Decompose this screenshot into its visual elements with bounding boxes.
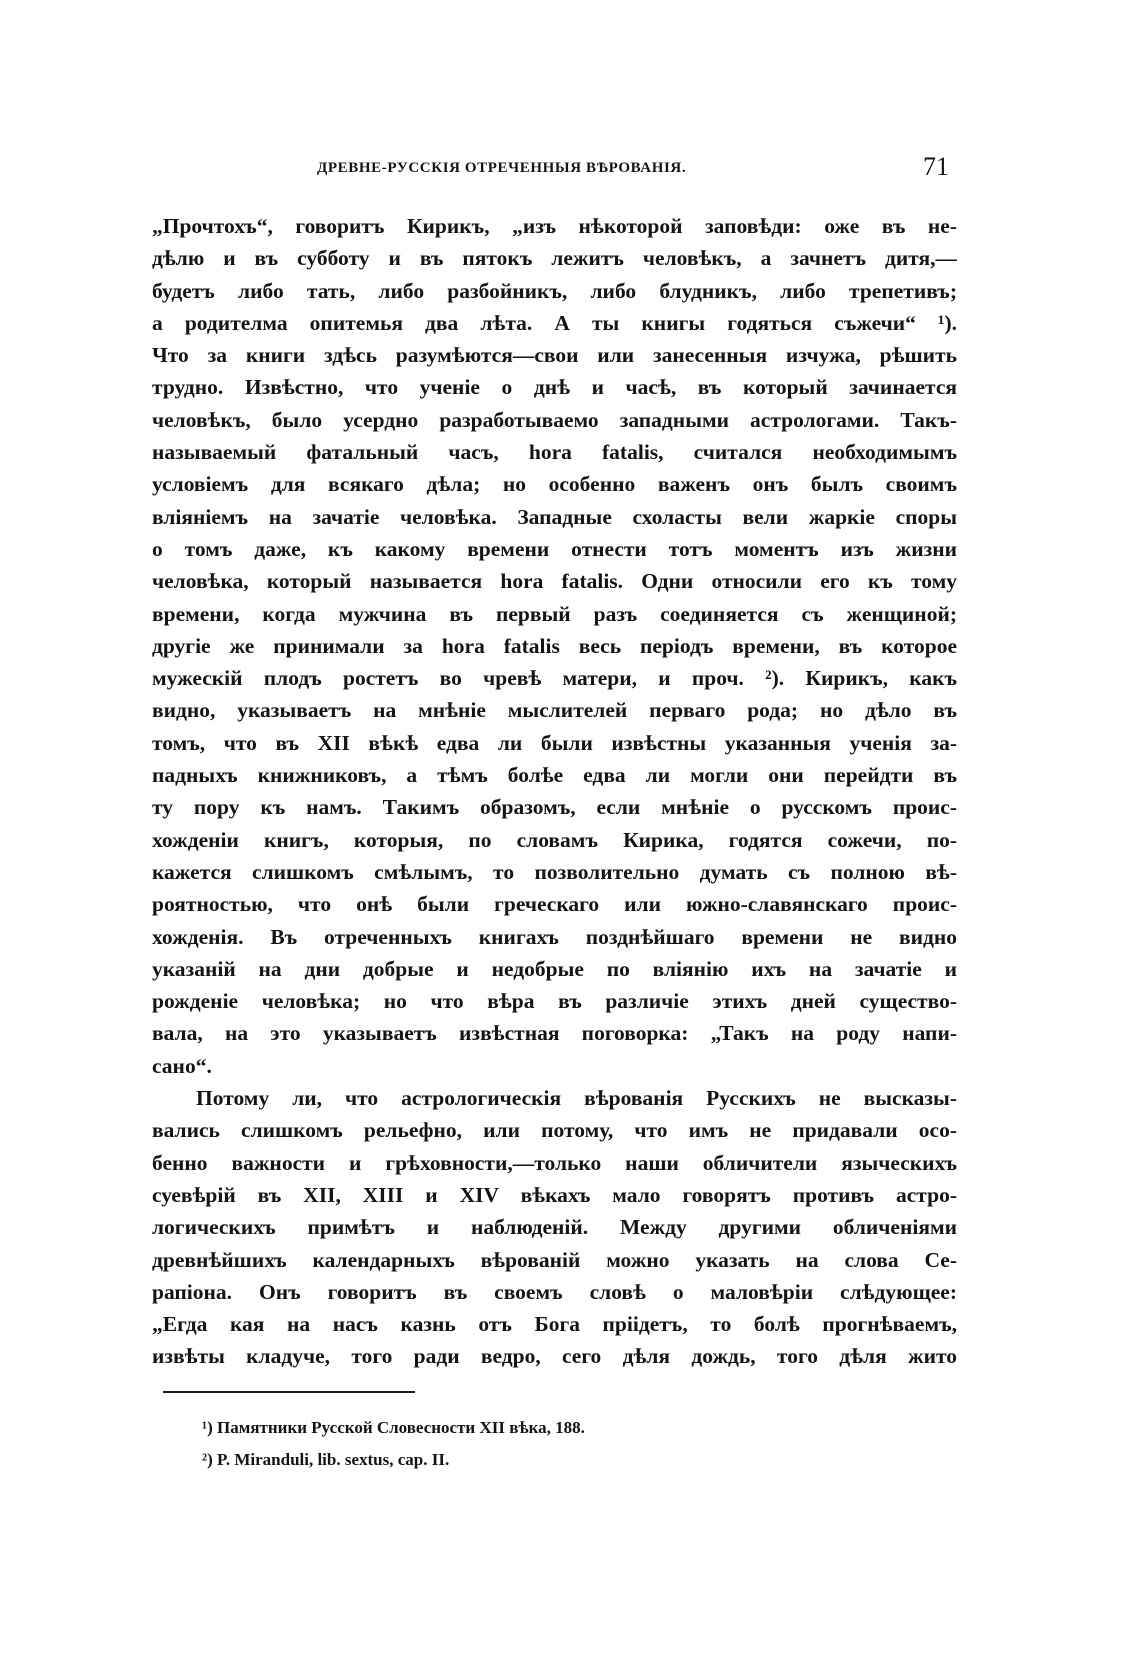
text-line: другіе же принимали за hora fatalis весь періодъ времени, въ которое xyxy=(152,633,957,658)
text-line: древнѣйшихъ календарныхъ вѣрованій можно указать на слова Се- xyxy=(152,1247,957,1272)
text-line: суевѣрій въ XII, XIII и XIV вѣкахъ мало говорятъ противъ астро- xyxy=(152,1182,957,1207)
text-line: логическихъ примѣтъ и наблюденій. Между другими обличеніями xyxy=(152,1215,957,1240)
text-line: томъ, что въ XII вѣкѣ едва ли были извѣстны указанныя ученія за- xyxy=(152,730,957,755)
text-line: сано“. xyxy=(152,1053,212,1078)
text-line: трудно. Извѣстно, что ученіе о днѣ и часѣ, въ который зачинается xyxy=(152,375,957,400)
text-line: рапіона. Онъ говоритъ въ своемъ словѣ о маловѣріи слѣдующее: xyxy=(152,1279,957,1304)
footnote-mark: ²) xyxy=(202,1450,213,1469)
text-line: дѣлю и въ субботу и въ пятокъ лежитъ человѣкъ, а зачнетъ дитя,— xyxy=(152,246,957,271)
page-number: 71 xyxy=(923,152,949,181)
text-line: о томъ даже, къ какому времени отнести тотъ моментъ изъ жизни xyxy=(152,536,957,561)
text-line: указаній на дни добрые и недобрые по вліянію ихъ на зачатіе и xyxy=(152,956,957,981)
text-line: извѣты кладуче, того ради ведро, сего дѣля дождь, того дѣля жито xyxy=(152,1344,957,1369)
text-line: хожденія. Въ отреченныхъ книгахъ позднѣйшаго времени не видно xyxy=(152,924,957,949)
text-line: будетъ либо тать, либо разбойникъ, либо блудникъ, либо трепетивъ; xyxy=(152,278,957,303)
text-line: Что за книги здѣсь разумѣются—свои или занесенныя изчужа, рѣшить xyxy=(152,343,957,368)
text-line: условіемъ для всякаго дѣла; но особенно важенъ онъ былъ своимъ xyxy=(152,472,957,497)
text-line: вала, на это указываетъ извѣстная поговорка: „Такъ на роду напи- xyxy=(152,1021,957,1046)
running-title: ДРЕВНЕ-РУССКІЯ ОТРЕЧЕННЫЯ ВѢРОВАНІЯ. xyxy=(317,160,687,176)
text-line: падныхъ книжниковъ, а тѣмъ болѣе едва ли могли они перейдти въ xyxy=(152,763,957,788)
text-line: рожденіе человѣка; но что вѣра въ различіе этихъ дней существо- xyxy=(152,989,957,1014)
main-text xyxy=(152,210,957,1373)
text-line: роятностью, что онѣ были греческаго или южно-славянскаго проис- xyxy=(152,892,957,917)
text-line: кажется слишкомъ смѣлымъ, то позволительно думать съ полною вѣ- xyxy=(152,859,957,884)
text-line: „Прочтохъ“, говоритъ Кирикъ, „изъ нѣкоторой заповѣди: оже въ не- xyxy=(152,214,957,238)
text-line: хожденіи книгъ, которыя, по словамъ Кирика, годятся сожечи, по- xyxy=(152,827,957,852)
text-line: Потому ли, что астрологическія вѣрованія Русскихъ не высказы- xyxy=(196,1086,957,1111)
text-line: человѣкъ, было усердно разработываемо западными астрологами. Такъ- xyxy=(152,407,957,432)
page-header xyxy=(152,148,957,188)
footnote-1 xyxy=(202,1412,902,1444)
text-line: „Егда кая на насъ казнь отъ Бога пріідетъ, то болѣ прогнѣваемъ, xyxy=(152,1312,957,1337)
text-line: ту пору къ намъ. Такимъ образомъ, если мнѣніе о русскомъ проис- xyxy=(152,795,957,820)
text-line: бенно важности и грѣховности,—только наши обличители языческихъ xyxy=(152,1150,957,1175)
footnote-divider xyxy=(163,1391,415,1393)
text-line: вались слишкомъ рельефно, или потому, что имъ не придавали осо- xyxy=(152,1118,957,1143)
text-line: а родителма опитемья два лѣта. А ты книгы годяться съжечи“ ¹). xyxy=(152,310,957,335)
text-line: человѣка, который называется hora fatalis. Одни относили его къ тому xyxy=(152,569,957,594)
text-line: называемый фатальный часъ, hora fatalis, считался необходимымъ xyxy=(152,440,957,465)
text-line: времени, когда мужчина въ первый разъ соединяется съ женщиной; xyxy=(152,601,957,626)
text-line: мужескій плодъ ростетъ во чревѣ матери, и проч. ²). Кирикъ, какъ xyxy=(152,666,957,691)
text-line: видно, указываетъ на мнѣніе мыслителей перваго рода; но дѣло въ xyxy=(152,698,957,723)
footnote-mark: ¹) xyxy=(202,1418,213,1437)
footnotes xyxy=(202,1412,902,1476)
text-line: вліяніемъ на зачатіе человѣка. Западные схоласты вели жаркіе споры xyxy=(152,504,957,529)
footnote-text: Памятники Русской Словесности XII вѣка, 188. xyxy=(217,1418,585,1437)
footnote-text: P. Miranduli, lib. sextus, cap. II. xyxy=(217,1450,450,1469)
footnote-2 xyxy=(202,1444,902,1476)
